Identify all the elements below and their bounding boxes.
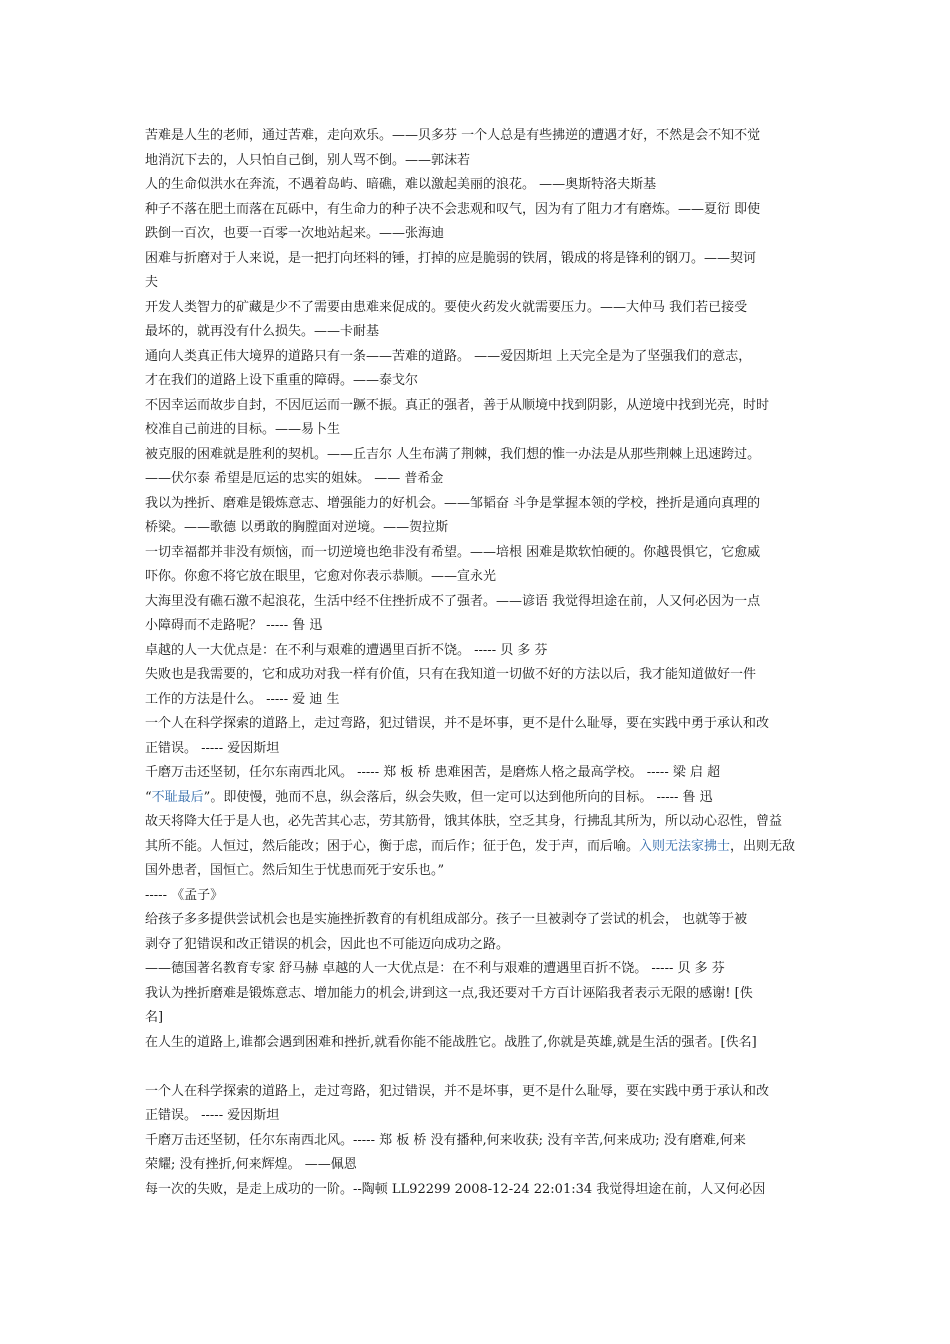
text-line	[145, 470, 810, 488]
text-segment: 不因幸运而故步自封，不因厄运而一蹶不振。真正的强者，善于从顺境中找到阴影，从逆境中找到光亮，时时	[145, 397, 770, 413]
text-segment: 困难与折磨对于人来说，是一把打向坯料的锤，打掉的应是脆弱的铁屑，锻成的将是锋利的钢刀。——契诃	[145, 250, 757, 266]
text-segment: 地消沉下去的，人只怕自己倒，别人骂不倒。——郭沫若	[145, 152, 471, 168]
text-line	[145, 446, 810, 464]
text-line	[145, 201, 810, 219]
text-segment: 才在我们的道路上设下重重的障碍。——泰戈尔	[145, 373, 419, 388]
text-segment: 一个人在科学探索的道路上，走过弯路，犯过错误，并不是坏事，更不是什么耻辱，要在实践中勇于承认和改	[145, 1083, 770, 1099]
hyperlink[interactable]: 入则无法家拂士	[639, 838, 731, 854]
text-segment: 种子不落在肥土而落在瓦砾中，有生命力的种子决不会悲观和叹气，因为有了阻力才有磨炼。——夏衍 即使	[145, 201, 761, 217]
text-segment: 荣耀; 没有挫折,何来辉煌。 ——佩恩	[145, 1157, 357, 1172]
text-segment: 失败也是我需要的，它和成功对我一样有价值，只有在我知道一切做不好的方法以后，我才能知道做好一件	[145, 667, 757, 682]
text-line	[145, 348, 810, 366]
text-segment: 千磨万击还坚韧，任尔东南西北风。----- 郑 板 桥 没有播种,何来收获; 没有辛苦,何来成功; 没有磨难,何来	[145, 1132, 746, 1148]
text-line	[145, 985, 810, 1003]
text-line	[145, 544, 810, 562]
text-line	[145, 1009, 810, 1027]
text-line	[145, 617, 810, 635]
text-line	[145, 1156, 810, 1174]
text-line	[145, 789, 810, 807]
text-line	[145, 1132, 810, 1150]
text-line	[145, 323, 810, 341]
text-segment: 开发人类智力的矿藏是少不了需要由患难来促成的。要使火药发火就需要压力。——大仲马 我们若已接受	[145, 299, 748, 315]
text-segment: 大海里没有礁石激不起浪花，生活中经不住挫折成不了强者。——谚语 我觉得坦途在前，人又何必因为一点	[145, 593, 761, 609]
text-segment: 小障碍而不走路呢？ ----- 鲁 迅	[145, 618, 323, 633]
text-segment: 我以为挫折、磨难是锻炼意志、增强能力的好机会。——邹韬奋 斗争是掌握本领的学校，挫折是通向真理的	[145, 495, 761, 511]
text-line	[145, 299, 810, 317]
text-line	[145, 960, 810, 978]
text-line	[145, 642, 810, 660]
text-line	[145, 274, 810, 292]
text-segment: 名]	[145, 1010, 164, 1025]
text-line	[145, 495, 810, 513]
text-segment: 人的生命似洪水在奔流，不遇着岛屿、暗礁，难以激起美丽的浪花。 ——奥斯特洛夫斯基	[145, 177, 657, 192]
text-line	[145, 152, 810, 170]
text-segment: 其所不能。人恒过，然后能改；困于心，衡于虑，而后作；征于色，发于声，而后喻。	[145, 838, 640, 854]
text-segment: ——伏尔泰 希望是厄运的忠实的姐妹。 —— 普希金	[145, 471, 444, 486]
text-line	[145, 764, 810, 782]
text-segment: 吓你。你愈不将它放在眼里，它愈对你表示恭顺。——宣永光	[145, 569, 497, 584]
text-segment: 卓越的人一大优点是：在不利与艰难的遭遇里百折不饶。 ----- 贝 多 芬	[145, 642, 548, 658]
text-line	[145, 813, 810, 831]
text-line	[145, 838, 810, 856]
text-segment: 我认为挫折磨难是锻炼意志、增加能力的机会,讲到这一点,我还要对千方百计诬陷我者表示无限的感谢! [佚	[145, 985, 753, 1001]
text-segment: 最坏的，就再没有什么损失。——卡耐基	[145, 324, 380, 339]
text-line	[145, 862, 810, 880]
text-segment: 夫	[145, 275, 159, 290]
text-segment: 一切幸福都并非没有烦恼，而一切逆境也绝非没有希望。——培根 困难是欺软怕硬的。你越畏惧它，它愈威	[145, 544, 761, 560]
text-segment: 正错误。 ----- 爱因斯坦	[145, 1108, 280, 1123]
text-segment: 苦难是人生的老师，通过苦难，走向欢乐。——贝多芬 一个人总是有些拂逆的遭遇才好，不然是会不知不觉	[145, 128, 761, 143]
text-segment: 正错误。 ----- 爱因斯坦	[145, 740, 280, 756]
text-line	[145, 1083, 810, 1101]
text-segment: 跌倒一百次，也要一百零一次地站起来。——张海迪	[145, 226, 445, 241]
text-segment: ----- 《孟子》	[145, 887, 224, 903]
text-segment: “	[145, 789, 152, 805]
text-segment: 在人生的道路上,谁都会遇到困难和挫折,就看你能不能战胜它。战胜了,你就是英雄,就是生活的强者。[佚名]	[145, 1034, 757, 1050]
text-line	[145, 740, 810, 758]
text-line	[145, 372, 810, 390]
text-line	[145, 176, 810, 194]
text-segment: ——德国著名教育专家 舒马赫 卓越的人一大优点是：在不利与艰难的遭遇里百折不饶。 ----- 贝 多 芬	[145, 961, 725, 976]
text-line	[145, 519, 810, 537]
text-line	[145, 568, 810, 586]
text-line	[145, 421, 810, 439]
text-segment: 千磨万击还坚韧，任尔东南西北风。 ----- 郑 板 桥 患难困苦，是磨炼人格之最高学校。 ----- 梁 启 超	[145, 765, 721, 780]
text-line	[145, 1181, 810, 1199]
text-line	[145, 593, 810, 611]
text-line	[145, 715, 810, 733]
text-line	[145, 127, 810, 145]
text-segment: 剥夺了犯错误和改正错误的机会，因此也不可能迈向成功之路。	[145, 936, 510, 952]
text-line	[145, 225, 810, 243]
text-segment: 故天将降大任于是人也，必先苦其心志，劳其筋骨，饿其体肤，空乏其身，行拂乱其所为，所以动心忍性，曾益	[145, 814, 783, 829]
text-segment: ，出则无敌	[730, 838, 796, 854]
text-segment: 被克服的困难就是胜利的契机。——丘吉尔 人生布满了荆棘，我们想的惟一办法是从那些荆棘上迅速跨过。	[145, 446, 761, 462]
text-line	[145, 666, 810, 684]
text-segment: 国外患者，国恒亡。然后知生于忧患而死于安乐也。”	[145, 863, 445, 878]
text-line	[145, 691, 810, 709]
text-line	[145, 250, 810, 268]
text-line	[145, 936, 810, 954]
hyperlink[interactable]: 不耻最后	[151, 789, 204, 805]
text-line	[145, 1034, 810, 1052]
text-line	[145, 911, 810, 929]
text-line	[145, 887, 810, 905]
text-segment: 校准自己前进的目标。——易卜生	[145, 422, 341, 437]
text-segment: 给孩子多多提供尝试机会也是实施挫折教育的有机组成部分。孩子一旦被剥夺了尝试的机会， 也就等于被	[145, 912, 748, 927]
text-segment: 一个人在科学探索的道路上，走过弯路，犯过错误，并不是坏事，更不是什么耻辱，要在实践中勇于承认和改	[145, 716, 770, 731]
text-line	[145, 1107, 810, 1125]
text-line	[145, 397, 810, 415]
text-segment: ”。即使慢，弛而不息，纵会落后，纵会失败，但一定可以达到他所向的目标。 ----- 鲁 迅	[203, 789, 713, 805]
text-segment: 桥梁。——歌德 以勇敢的胸膛面对逆境。——贺拉斯	[145, 520, 449, 535]
text-segment: 工作的方法是什么。 ----- 爱 迪 生	[145, 691, 340, 707]
text-segment: 每一次的失败，是走上成功的一阶。--陶顿 LL92299 2008-12-24 22:01:34 我觉得坦途在前，人又何必因	[145, 1181, 766, 1197]
text-segment: 通向人类真正伟大境界的道路只有一条——苦难的道路。 ——爱因斯坦 上天完全是为了坚强我们的意志，	[145, 348, 752, 364]
